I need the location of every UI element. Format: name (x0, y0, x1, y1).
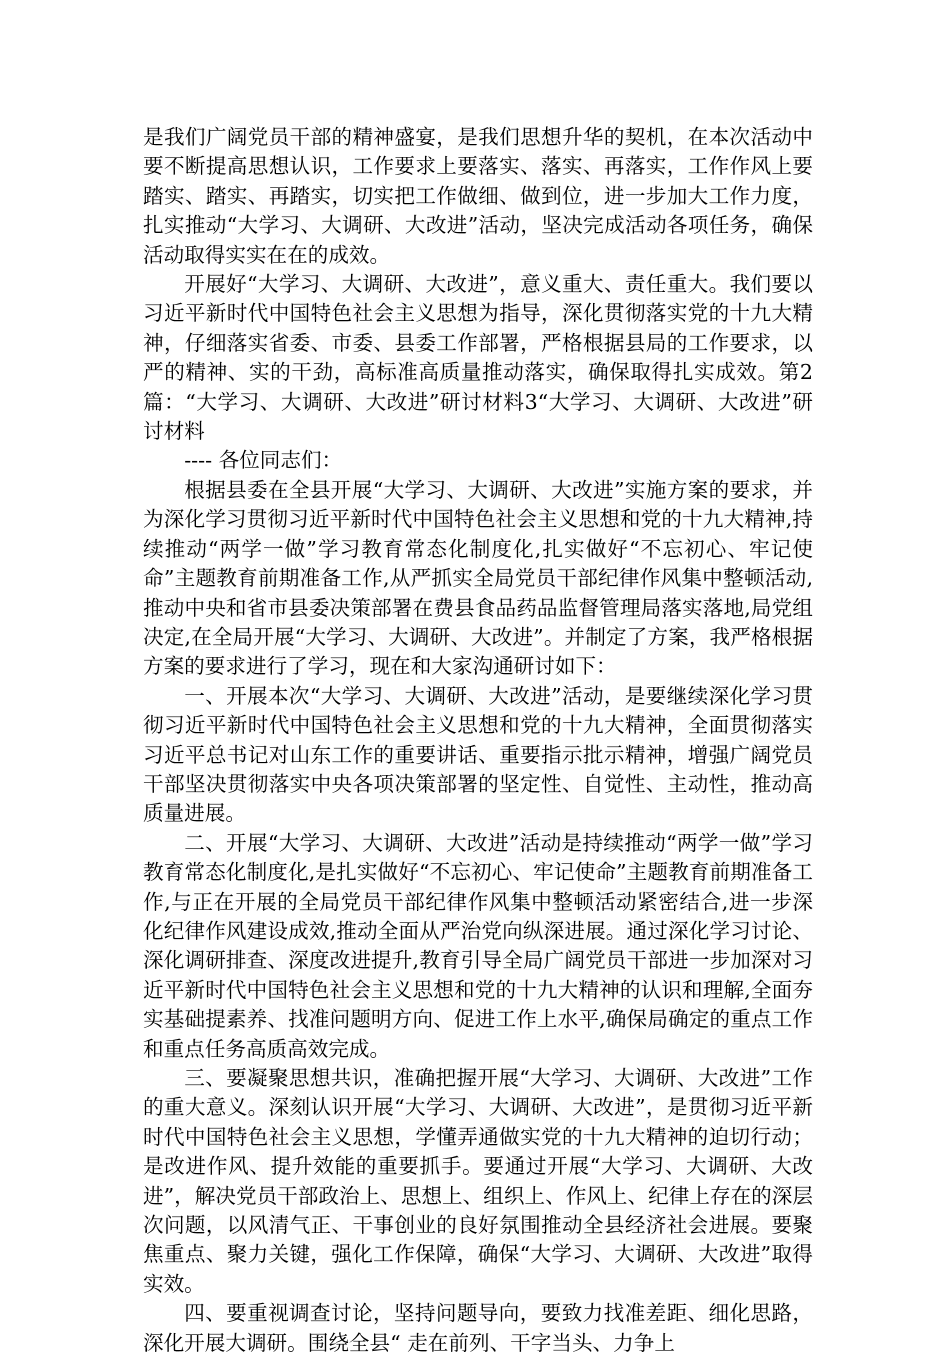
paragraph-7: 四、要重视调查讨论，坚持问题导向，要致力找准差距、细化思路，深化开展大调研。围绕全县“ 走在前列、干字当头、力争上 (143, 1301, 813, 1355)
paragraph-2: 开展好“大学习、大调研、大改进”，意义重大、责任重大。我们要以习近平新时代中国特色社会主义思想为指导，深化贯彻落实党的十九大精神，仔细落实省委、市委、县委工作部署，严格根据县局的工作要求，以严的精神、实的干劲，高标准高质量推动落实，确保取得扎实成效。第2篇：“大学习、大调研、大改进”研讨材料3“大学习、大调研、大改进”研讨材料 (143, 272, 813, 444)
document-body (143, 123, 813, 1358)
paragraph-3: 根据县委在全县开展“大学习、大调研、大改进”实施方案的要求，并为深化学习贯彻习近平新时代中国特色社会主义思想和党的十九大精神,持续推动“两学一做”学习教育常态化制度化,扎实做好“不忘初心、牢记使命”主题教育前期准备工作,从严抓实全局党员干部纪律作风集中整顿活动,推动中央和省市县委决策部署在费县食品药品监督管理局落实落地,局党组决定,在全局开展“大学习、大调研、大改进”。并制定了方案，我严格根据方案的要求进行了学习，现在和大家沟通研讨如下： (143, 477, 813, 679)
paragraph-5: 二、开展“大学习、大调研、大改进”活动是持续推动“两学一做”学习教育常态化制度化,是扎实做好“不忘初心、牢记使命”主题教育前期准备工作,与正在开展的全局党员干部纪律作风集中整顿活动紧密结合,进一步深化纪律作风建设成效,推动全面从严治党向纵深进展。通过深化学习讨论、深化调研排查、深度改进提升,教育引导全局广阔党员干部进一步加深对习近平新时代中国特色社会主义思想和党的十九大精神的认识和理解,全面夯实基础提素养、找准问题明方向、促进工作上水平,确保局确定的重点工作和重点任务高质高效完成。 (143, 830, 813, 1061)
paragraph-6: 三、要凝聚思想共识，准确把握开展“大学习、大调研、大改进”工作的重大意义。深刻认识开展“大学习、大调研、大改进”，是贯彻习近平新时代中国特色社会主义思想，学懂弄通做实党的十九大精神的迫切行动；是改进作风、提升效能的重要抓手。要通过开展“大学习、大调研、大改进”，解决党员干部政治上、思想上、组织上、作风上、纪律上存在的深层次问题，以风清气正、干事创业的良好氛围推动全县经济社会进展。要聚焦重点、聚力关键，强化工作保障，确保“大学习、大调研、大改进”取得实效。 (143, 1066, 813, 1296)
paragraph-4: 一、开展本次“大学习、大调研、大改进”活动，是要继续深化学习贯彻习近平新时代中国特色社会主义思想和党的十九大精神，全面贯彻落实习近平总书记对山东工作的重要讲话、重要指示批示精神，增强广阔党员干部坚决贯彻落实中央各项决策部署的坚定性、自觉性、主动性，推动高质量进展。 (143, 683, 813, 826)
salutation-line: ---- 各位同志们： (184, 448, 343, 473)
paragraph-1: 是我们广阔党员干部的精神盛宴，是我们思想升华的契机，在本次活动中要不断提高思想认识，工作要求上要落实、落实、再落实，工作作风上要踏实、踏实、再踏实，切实把工作做细、做到位，进一步加大工作力度，扎实推动“大学习、大调研、大改进”活动，坚决完成活动各项任务，确保活动取得实实在在的成效。 (143, 125, 813, 267)
